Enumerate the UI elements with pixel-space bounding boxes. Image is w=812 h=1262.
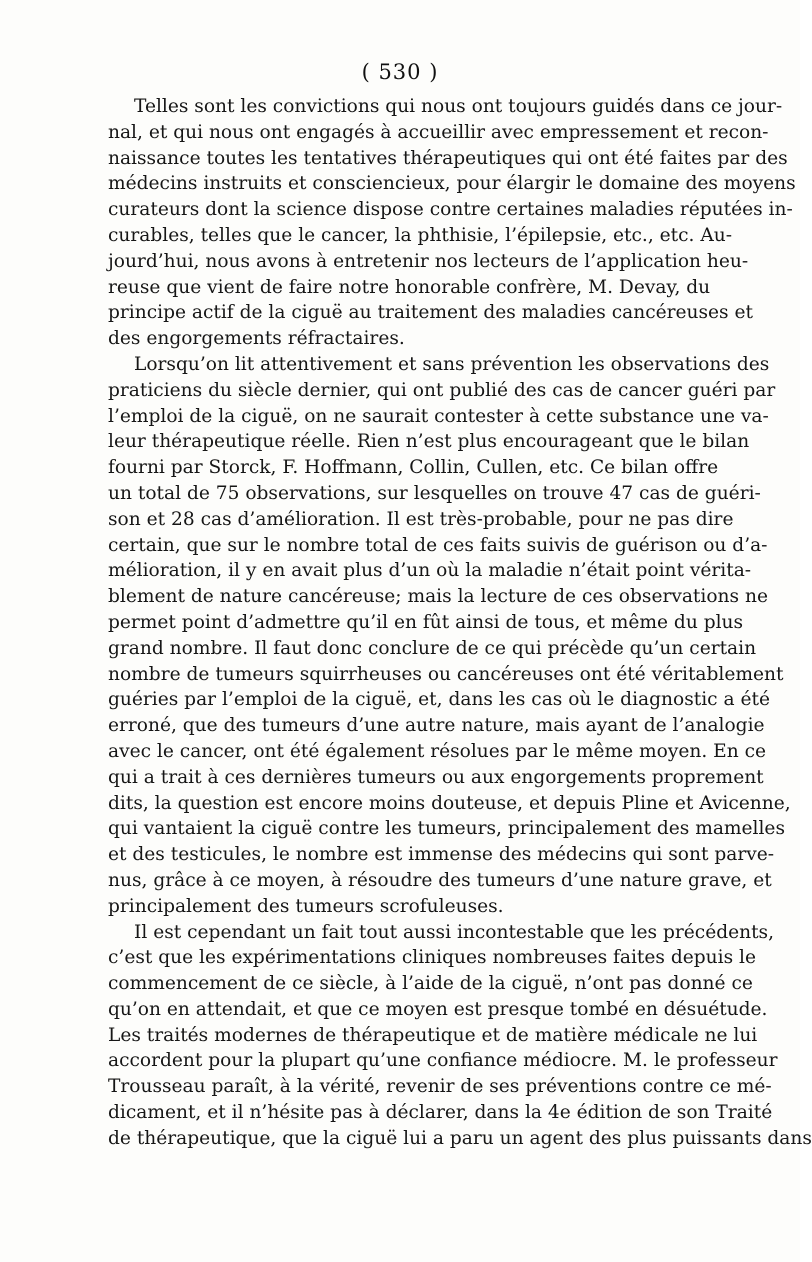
page-number: ( 530 ) [361, 60, 439, 84]
text-line: et des testicules, le nombre est immense des médecins qui sont parve- [108, 844, 775, 866]
text-line: permet point d’admettre qu’il en fût ainsi de tous, et même du plus [108, 611, 744, 633]
text-line: médecins instruits et consciencieux, pour élargir le domaine des moyens [108, 173, 796, 195]
text-line: accordent pour la plupart qu’une confiance médiocre. M. le professeur [108, 1050, 778, 1072]
text-line: Lorsqu’on lit attentivement et sans prévention les observations des [134, 353, 770, 375]
text-line: nombre de tumeurs squirrheuses ou cancéreuses ont été véritablement [108, 663, 784, 685]
paragraph-2 [108, 352, 791, 920]
text-line: certain, que sur le nombre total de ces faits suivis de guérison ou d’a- [108, 534, 768, 556]
text-line: curables, telles que le cancer, la phthisie, l’épilepsie, etc., etc. Au- [108, 224, 733, 246]
text-line: qu’on en attendait, et que ce moyen est presque tombé en désuétude. [108, 998, 768, 1020]
text-line: avec le cancer, ont été également résolues par le même moyen. En ce [108, 740, 767, 762]
body-text [108, 94, 812, 1152]
text-line: son et 28 cas d’amélioration. Il est très-probable, pour ne pas dire [108, 508, 734, 530]
text-line: un total de 75 observations, sur lesquelles on trouve 47 cas de guéri- [108, 482, 761, 504]
text-line: de thérapeutique, que la ciguë lui a paru un agent des plus puissants dans [108, 1127, 812, 1149]
text-line: nus, grâce à ce moyen, à résoudre des tumeurs d’une nature grave, et [108, 869, 772, 891]
text-line: jourd’hui, nous avons à entretenir nos lecteurs de l’application heu- [108, 250, 749, 272]
text-line: c’est que les expérimentations cliniques nombreuses faites depuis le [108, 947, 756, 969]
text-line: curateurs dont la science dispose contre certaines maladies réputées in- [108, 199, 793, 221]
text-line: praticiens du siècle dernier, qui ont publié des cas de cancer guéri par [108, 379, 776, 401]
text-line: leur thérapeutique réelle. Rien n’est plus encourageant que le bilan [108, 431, 750, 453]
text-line: mélioration, il y en avait plus d’un où la maladie n’était point vérita- [108, 560, 752, 582]
text-line: erroné, que des tumeurs d’une autre nature, mais ayant de l’analogie [108, 715, 765, 737]
text-line: Telles sont les convictions qui nous ont toujours guidés dans ce jour- [134, 96, 783, 117]
text-line: dicament, et il n’hésite pas à déclarer, dans la 4e édition de son Traité [108, 1102, 773, 1124]
paragraph-3 [108, 920, 812, 1152]
paragraph-1 [108, 94, 796, 352]
text-line: l’emploi de la ciguë, on ne saurait contester à cette substance une va- [108, 405, 769, 427]
text-line: des engorgements réfractaires. [108, 328, 405, 350]
text-line: dits, la question est encore moins douteuse, et depuis Pline et Avicenne, [108, 792, 791, 814]
text-line: nal, et qui nous ont engagés à accueillir avec empressement et recon- [108, 121, 769, 143]
text-line: principe actif de la ciguë au traitement des maladies cancéreuses et [108, 302, 753, 324]
text-line: commencement de ce siècle, à l’aide de la ciguë, n’ont pas donné ce [108, 973, 753, 995]
text-line: principalement des tumeurs scrofuleuses. [108, 895, 504, 917]
text-line: fourni par Storck, F. Hoffmann, Collin, Cullen, etc. Ce bilan offre [108, 457, 719, 479]
text-line: guéries par l’emploi de la ciguë, et, dans les cas où le diagnostic a été [108, 689, 770, 711]
text-line: Trousseau paraît, à la vérité, revenir de ses préventions contre ce mé- [108, 1076, 772, 1098]
text-line: qui vantaient la ciguë contre les tumeurs, principalement des mamelles [108, 818, 785, 840]
text-line: grand nombre. Il faut donc conclure de ce qui précède qu’un certain [108, 637, 757, 659]
text-line: blement de nature cancéreuse; mais la lecture de ces observations ne [108, 586, 768, 608]
text-line: Les traités modernes de thérapeutique et de matière médicale ne lui [108, 1024, 758, 1046]
text-line: naissance toutes les tentatives thérapeutiques qui ont été faites par des [108, 147, 788, 169]
text-line: Il est cependant un fait tout aussi incontestable que les précédents, [134, 921, 775, 943]
text-line: qui a trait à ces dernières tumeurs ou aux engorgements proprement [108, 766, 764, 788]
text-line: reuse que vient de faire notre honorable confrère, M. Devay, du [108, 276, 711, 298]
